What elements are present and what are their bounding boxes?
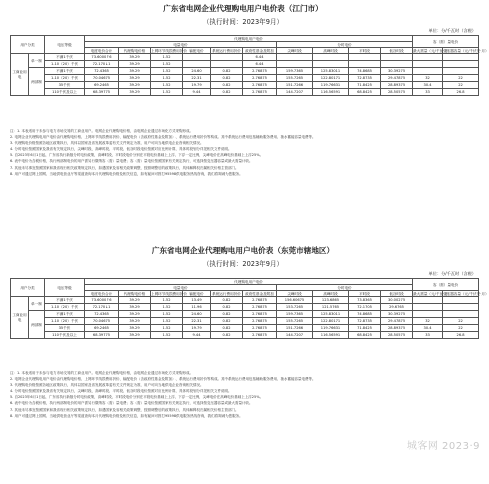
doc1-unit: 单位：分/千瓦时（含税） [428, 28, 476, 33]
tariff-table-1 [10, 35, 489, 96]
cell-voltage: 不满1千伏 [45, 68, 85, 75]
doc2-notes [10, 370, 478, 419]
cell-value: 1.52 [151, 82, 183, 89]
th-energy-price: 电量电价 [85, 42, 277, 48]
cell-value [349, 61, 381, 68]
cell-voltage: 35千伏 [45, 82, 85, 89]
cell-value: 39.29 [119, 304, 151, 311]
cell-voltage: 110千伏及以上 [45, 89, 85, 96]
cell-voltage: 不满1千伏 [45, 311, 85, 318]
cell-value: 159.7365 [277, 311, 313, 318]
th-voltage: 电压等级 [45, 279, 85, 297]
cell-value: 28.89375 [381, 82, 413, 89]
cell-value: 39.29 [119, 82, 151, 89]
cell-value: 2.76875 [243, 311, 277, 318]
th-proxy-price: 代理购电用户电价 [85, 36, 413, 42]
th-sub: 最大需量（元/千瓦·月） [413, 48, 452, 53]
note-line: 7. 其他未尽事宜按照国家和我省现行相关政策规定执行，如遇国家及省相关政策调整，按照调整后的政策执行，具体解释权归属相关价格主管部门。 [10, 407, 239, 412]
cell-value [443, 311, 479, 318]
cell-value: 68.8425 [349, 332, 381, 339]
note-line: 3. 代理购电价格按照各地区政策执行，具体以国家及省发展改革委有关文件规定为准，用户可向当地供电企业咨询相关情况。 [10, 383, 204, 388]
cell-value: 22 [443, 82, 479, 89]
cell-value: 144.7207 [277, 332, 313, 339]
th-sub: 电度电价合计 [85, 291, 119, 297]
cell-value: 156.60675 [277, 297, 313, 304]
cell-value: 24.60 [183, 68, 211, 75]
cell-value: 19.79 [183, 82, 211, 89]
cell-value: 33 [413, 89, 443, 96]
th-proxy-price: 代理购电用户电价 [85, 279, 413, 285]
cell-voltage: 35千伏 [45, 325, 85, 332]
cell-value: 22 [443, 318, 479, 325]
th-sub: 系统运行费用折价 [212, 48, 241, 53]
cell-value [381, 54, 413, 61]
cell-subcategory: 两部制 [29, 68, 45, 96]
cell-value: 119.76631 [313, 82, 349, 89]
cell-value [443, 297, 479, 304]
cell-value: 2.76875 [243, 89, 277, 96]
cell-value: 29.47875 [381, 318, 413, 325]
cell-value: 116.56591 [313, 332, 349, 339]
th-sub: 高峰时段 [313, 291, 349, 297]
th-sub: 输配电价 [183, 48, 211, 54]
cell-value [183, 61, 211, 68]
note-line: 8. 用户可通过网上国网、当地供电营业厅等渠道查询本月代理购电价格及相关信息，如有疑问可拨打95598供电服务热线咨询，我们将竭诚为您服务。 [10, 413, 243, 418]
cell-value: 72.170↓1 [85, 61, 119, 68]
cell-voltage: 不满1千伏 [45, 54, 85, 61]
cell-subcategory: 单一制 [29, 54, 45, 68]
cell-voltage: 不满1千伏 [45, 297, 85, 304]
th-voltage: 电压等级 [45, 36, 85, 54]
th-sub: 变压器容量（元/千伏安·月） [443, 48, 489, 53]
doc2-unit: 单位：分/千瓦时（含税） [428, 271, 476, 276]
table-row [11, 318, 479, 325]
note-line: 5. 自2023年6月1日起，广东省执行新版分时电价政策，高峰时段、平时段电价分别在平段电价基础上上浮、下浮一定比例，尖峰电价在高峰电价基础上上浮25%。 [10, 153, 264, 158]
th-sub: 输配电价 [183, 291, 211, 297]
cell-value: 11.96 [183, 304, 211, 311]
cell-value: 116.56591 [313, 89, 349, 96]
cell-value [443, 61, 479, 68]
cell-value: 30.00275 [381, 297, 413, 304]
th-sub: 低谷时段 [381, 291, 413, 297]
th-sub: 尖峰时段 [277, 48, 313, 54]
note-line: 2. 电网企业代理购电用户电价由代理购电价格、上网环节线损费用折价、输配电价（含政府性基金及附加）、系统运行费用折价等构成。其中系统运行费用包括辅助服务费用、抽水蓄能容量电费等。 [10, 135, 316, 140]
cell-value: 28.50575 [381, 89, 413, 96]
cell-value: 73.8365 [349, 297, 381, 304]
note-line: 4. 分时电价按照国家及我省有关规定执行，尖峰时段、高峰时段、平时段、低谷时段电价按照对应比例计算，具体时段划分详见相关文件说明。 [10, 389, 232, 394]
cell-value: 1.52 [151, 318, 183, 325]
cell-value: 71.8425 [349, 325, 381, 332]
cell-value: 122.80171 [313, 75, 349, 82]
cell-value: 2.76875 [243, 82, 277, 89]
th-sub: 政府性基金及附加 [243, 291, 277, 297]
cell-value: 1.52 [151, 54, 183, 61]
th-sub: 平时段 [349, 48, 381, 54]
cell-value: 1.52 [151, 325, 183, 332]
cell-value: 9.44 [183, 89, 211, 96]
cell-value: 1.52 [151, 304, 183, 311]
cell-value [277, 61, 313, 68]
cell-value: 125.83011 [313, 311, 349, 318]
cell-value: 68.39775 [85, 332, 119, 339]
th-sub: 低谷时段 [381, 48, 413, 54]
cell-voltage: 1-10（20）千伏 [45, 318, 85, 325]
table-row [11, 68, 479, 75]
cell-value [413, 54, 443, 61]
cell-value: 2.76875 [243, 75, 277, 82]
cell-value: 32 [413, 318, 443, 325]
cell-value: 2.76875 [243, 304, 277, 311]
cell-value: 72.8735 [349, 318, 381, 325]
th-sub: 政府性基金及附加 [243, 48, 277, 54]
th-sub: 变压器容量（元/千伏安·月） [443, 291, 489, 296]
th-sub: 高峰时段 [313, 48, 349, 54]
cell-value [381, 61, 413, 68]
cell-voltage: 1-10（20）千伏 [45, 304, 85, 311]
table-row [11, 332, 479, 339]
cell-value: 39.29 [119, 311, 151, 318]
cell-value: 6.44 [243, 61, 277, 68]
tariff-body-2 [11, 297, 479, 339]
cell-value: 39.29 [119, 318, 151, 325]
cell-value: 0.82 [211, 318, 243, 325]
cell-value: 39.29 [119, 68, 151, 75]
th-sub: 平时段 [349, 291, 381, 297]
cell-value [313, 54, 349, 61]
cell-value: 73.6000↑6 [85, 54, 119, 61]
table-row [11, 75, 479, 82]
cell-value: 39.29 [119, 61, 151, 68]
cell-value [413, 61, 443, 68]
cell-value [277, 54, 313, 61]
cell-value: 1.52 [151, 61, 183, 68]
cell-value: 33 [413, 332, 443, 339]
cell-value: 72.170↓1 [85, 304, 119, 311]
cell-value: 22 [443, 75, 479, 82]
th-sub: 尖峰时段 [277, 291, 313, 297]
cell-subcategory: 单一制 [29, 297, 45, 311]
table-row [11, 304, 479, 311]
cell-value: 30.4 [413, 325, 443, 332]
cell-value: 1.52 [151, 75, 183, 82]
cell-value [413, 304, 443, 311]
cell-value: 30.39275 [381, 311, 413, 318]
cell-value: 2.76875 [243, 332, 277, 339]
cell-value: 2.76875 [243, 297, 277, 304]
note-line: 5. 自2023年6月1日起，广东省执行新版分时电价政策，高峰时段、平时段电价分别在平段电价基础上上浮、下浮一定比例，尖峰电价在高峰电价基础上上浮25%。 [10, 395, 264, 400]
cell-value: 151.7266 [277, 82, 313, 89]
note-line: 3. 代理购电价格按照各地区政策执行，具体以国家及省发展改革委有关文件规定为准，用户可向当地供电企业咨询相关情况。 [10, 141, 204, 146]
cell-value: 0.82 [211, 89, 243, 96]
doc1-title: 广东省电网企业代理购电用户电价表（江门市） [163, 4, 323, 13]
tariff-body-1 [11, 54, 479, 96]
cell-value: 69.2465 [85, 325, 119, 332]
cell-value: 28.89375 [381, 325, 413, 332]
cell-value: 159.7365 [277, 68, 313, 75]
table-row [11, 311, 479, 318]
cell-value: 1.52 [151, 89, 183, 96]
cell-subcategory: 两部制 [29, 311, 45, 339]
cell-value: 28.50575 [381, 332, 413, 339]
cell-value: 69.2465 [85, 82, 119, 89]
table-row [11, 82, 479, 89]
note-line: 2. 电网企业代理购电用户电价由代理购电价格、上网环节线损费用折价、输配电价（含政府性基金及附加）、系统运行费用折价等构成。其中系统运行费用包括辅助服务费用、抽水蓄能容量电费等。 [10, 377, 316, 382]
cell-value: 39.29 [119, 332, 151, 339]
cell-value: 1.52 [151, 297, 183, 304]
tariff-table-2 [10, 278, 489, 339]
watermark: 城客网 2023·9 [406, 441, 480, 452]
cell-value: 70.04675 [85, 318, 119, 325]
cell-value [413, 68, 443, 75]
cell-value: 151.7266 [277, 325, 313, 332]
cell-value: 72.1705 [349, 304, 381, 311]
doc1-notes [10, 128, 478, 177]
cell-value: 19.79 [183, 325, 211, 332]
note-line: 4. 分时电价按照国家及我省有关规定执行，尖峰时段、高峰时段、平时段、低谷时段电价按照对应比例计算，具体时段划分详见相关文件说明。 [10, 147, 232, 152]
cell-value [183, 54, 211, 61]
th-sub: 上网环节线损费用折价 [151, 291, 187, 296]
cell-value: 1.52 [151, 332, 183, 339]
cell-value: 26.8 [443, 332, 479, 339]
cell-value: 70.04675 [85, 75, 119, 82]
th-time-of-use: 分时电价 [277, 285, 413, 291]
cell-value: 74.8685 [349, 311, 381, 318]
cell-value: 30.4 [413, 82, 443, 89]
table-row [11, 297, 479, 304]
cell-value: 125.83011 [313, 68, 349, 75]
cell-value: 71.8425 [349, 82, 381, 89]
cell-value: 13.49 [183, 297, 211, 304]
cell-value: 30.39275 [381, 68, 413, 75]
cell-value: 68.8425 [349, 89, 381, 96]
note-line: 7. 其他未尽事宜按照国家和我省现行相关政策规定执行，如遇国家及省相关政策调整，按照调整后的政策执行，具体解释权归属相关价格主管部门。 [10, 165, 239, 170]
cell-value: 39.29 [119, 297, 151, 304]
cell-value: 0.82 [211, 304, 243, 311]
cell-voltage: 110千伏及以上 [45, 332, 85, 339]
cell-value: 0.82 [211, 68, 243, 75]
note-line: 注：1. 本表适用于未参与电力市场交易的工商业用户。电网企业代理购电价格，由电网企业通过市场化方式采购形成。 [10, 371, 193, 375]
cell-value: 155.7265 [277, 75, 313, 82]
cell-value: 29.47875 [381, 75, 413, 82]
cell-value: 144.7207 [277, 89, 313, 96]
cell-value: 72.8735 [349, 75, 381, 82]
cell-value: 72.4365 [85, 68, 119, 75]
cell-voltage: 1-10（20）千伏 [45, 75, 85, 82]
cell-value: 74.8685 [349, 68, 381, 75]
cell-value: 0.82 [211, 332, 243, 339]
cell-value [413, 311, 443, 318]
note-line: 6. 表中电价为含税价格，执行两部制电价的用户需另行缴纳容（需）量电费；容（需）量电价按照国家有关规定执行，可选择按变压器容量或最大需量计收。 [10, 159, 253, 164]
doc2-title: 广东省电网企业代理购电用户电价表（东莞市辖地区） [151, 246, 335, 255]
cell-value: 29.6765 [381, 304, 413, 311]
th-sub: 上网环节线损费用折价 [151, 48, 187, 53]
table-row [11, 54, 479, 61]
cell-value [313, 61, 349, 68]
cell-value: 68.39775 [85, 89, 119, 96]
th-capacity-price: 容（需）量电价 [413, 279, 479, 291]
cell-value: 22 [443, 325, 479, 332]
cell-value: 73.6000↑6 [85, 297, 119, 304]
cell-value [211, 61, 243, 68]
cell-value: 121.5765 [313, 304, 349, 311]
cell-value: 6.44 [243, 54, 277, 61]
cell-value: 2.76875 [243, 68, 277, 75]
th-capacity-price: 容（需）量电价 [413, 36, 479, 48]
cell-value: 119.76631 [313, 325, 349, 332]
table-row [11, 61, 479, 68]
th-time-of-use: 分时电价 [277, 42, 413, 48]
cell-category: 工商业用电 [11, 297, 29, 339]
cell-value: 39.29 [119, 54, 151, 61]
th-energy-price: 电量电价 [85, 285, 277, 291]
cell-value: 1.52 [151, 68, 183, 75]
note-line: 注：1. 本表适用于未参与电力市场交易的工商业用户。电网企业代理购电价格，由电网企业通过市场化方式采购形成。 [10, 129, 193, 133]
th-sub: 代理购电价格 [119, 48, 151, 54]
cell-voltage: 1-10（20）千伏 [45, 61, 85, 68]
cell-value: 0.82 [211, 311, 243, 318]
table-row [11, 89, 479, 96]
cell-value: 26.8 [443, 89, 479, 96]
cell-value [443, 68, 479, 75]
cell-value: 39.29 [119, 75, 151, 82]
cell-value: 9.44 [183, 332, 211, 339]
th-sub: 最大需量（元/千瓦·月） [413, 291, 452, 296]
cell-value [443, 304, 479, 311]
th-sub: 代理购电价格 [119, 291, 151, 297]
th-sub: 系统运行费用折价 [212, 291, 241, 296]
cell-value: 24.60 [183, 311, 211, 318]
doc2-subtitle: （执行时间：2023年9月） [202, 260, 284, 268]
cell-category: 工商业用电 [11, 54, 29, 96]
cell-value: 32 [413, 75, 443, 82]
cell-value: 39.29 [119, 325, 151, 332]
note-line: 8. 用户可通过网上国网、当地供电营业厅等渠道查询本月代理购电价格及相关信息，如有疑问可拨打95598供电服务热线咨询，我们将竭诚为您服务。 [10, 171, 243, 176]
th-user-category: 用户分类 [11, 279, 45, 297]
cell-value: 1.52 [151, 311, 183, 318]
cell-value: 122.80171 [313, 318, 349, 325]
cell-value: 123.6865 [313, 297, 349, 304]
cell-value: 0.82 [211, 75, 243, 82]
cell-value: 72.4365 [85, 311, 119, 318]
cell-value: 0.82 [211, 82, 243, 89]
cell-value: 39.29 [119, 89, 151, 96]
table-row [11, 325, 479, 332]
th-user-category: 用户分类 [11, 36, 45, 54]
th-sub: 电度电价合计 [85, 48, 119, 54]
cell-value [211, 54, 243, 61]
cell-value: 2.76875 [243, 318, 277, 325]
cell-value: 0.82 [211, 325, 243, 332]
note-line: 6. 表中电价为含税价格，执行两部制电价的用户需另行缴纳容（需）量电费；容（需）量电价按照国家有关规定执行，可选择按变压器容量或最大需量计收。 [10, 401, 253, 406]
cell-value [349, 54, 381, 61]
cell-value: 153.7265 [277, 304, 313, 311]
cell-value [413, 297, 443, 304]
cell-value: 22.31 [183, 75, 211, 82]
doc1-subtitle: （执行时间：2023年9月） [202, 18, 284, 26]
cell-value: 2.76875 [243, 325, 277, 332]
cell-value [443, 54, 479, 61]
cell-value: 0.82 [211, 297, 243, 304]
cell-value: 155.7265 [277, 318, 313, 325]
cell-value: 22.31 [183, 318, 211, 325]
